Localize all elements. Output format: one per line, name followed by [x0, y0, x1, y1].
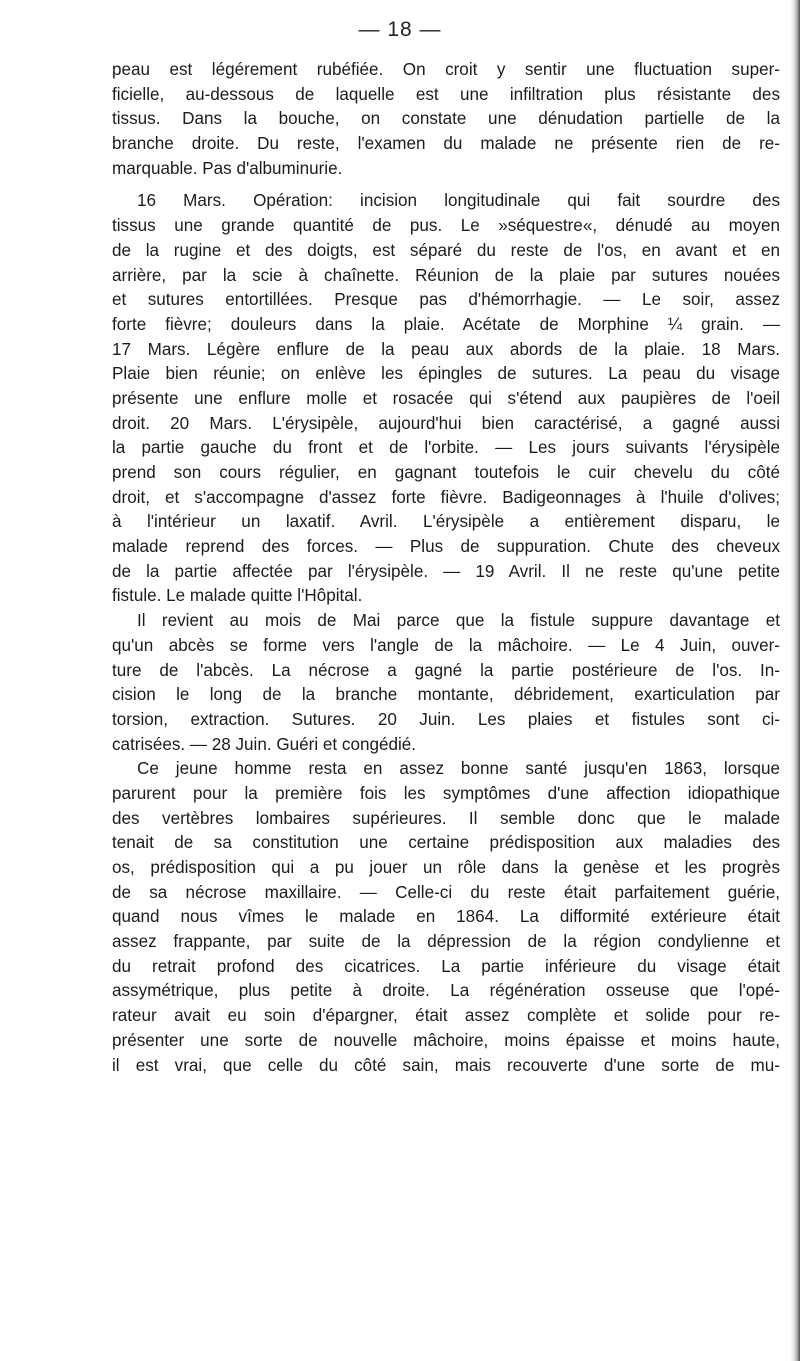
text-line: la partie gauche du front et de l'orbite. — Les jours suivants l'érysipèle: [112, 438, 780, 458]
text-line: et sutures entortillées. Presque pas d'hémorrhagie. — Le soir, assez: [112, 290, 780, 310]
text-line: tissus. Dans la bouche, on constate une dénudation partielle de la: [112, 109, 780, 129]
text-line: catrisées. — 28 Juin. Guéri et congédié.: [112, 734, 417, 754]
text-line: du retrait profond des cicatrices. La partie inférieure du visage était: [112, 956, 780, 976]
text-line: Ce jeune homme resta en assez bonne santé jusqu'en 1863, lorsque: [137, 759, 780, 779]
paragraph: [112, 609, 780, 757]
text-line: fistule. Le malade quitte l'Hôpital.: [112, 586, 363, 606]
text-line: ture de l'abcès. La nécrose a gagné la partie postérieure de l'os. In-: [112, 660, 780, 680]
text-line: il est vrai, que celle du côté sain, mais recouverte d'une sorte de mu-: [112, 1055, 780, 1075]
text-line: des vertèbres lombaires supérieures. Il semble donc que le malade: [112, 808, 780, 828]
text-line: ficielle, au-dessous de laquelle est une infiltration plus résistante des: [112, 84, 780, 104]
text-line: présenter une sorte de nouvelle mâchoire, moins épaisse et moins haute,: [112, 1030, 780, 1050]
text-line: présente une enflure molle et rosacée qui s'étend aux paupières de l'oeil: [112, 388, 780, 408]
text-line: parurent pour la première fois les symptômes d'une affection idiopathique: [112, 783, 780, 803]
text-line: Plaie bien réunie; on enlève les épingles de sutures. La peau du visage: [112, 364, 780, 384]
text-line: cision le long de la branche montante, débridement, exarticulation par: [112, 685, 780, 705]
text-line: 17 Mars. Légère enflure de la peau aux abords de la plaie. 18 Mars.: [112, 339, 780, 359]
text-line: tenait de sa constitution une certaine prédisposition aux maladies des: [112, 833, 780, 853]
text-line: malade reprend des forces. — Plus de suppuration. Chute des cheveux: [112, 537, 780, 557]
text-line: arrière, par la scie à chaînette. Réunion de la plaie par sutures nouées: [112, 265, 780, 285]
text-line: assez frappante, par suite de la dépression de la région condylienne et: [112, 932, 780, 952]
text-line: peau est légérement rubéfiée. On croit y sentir une fluctuation super-: [112, 60, 780, 79]
text-line: branche droite. Du reste, l'examen du malade ne présente rien de re-: [112, 134, 780, 154]
text-line: à l'intérieur un laxatif. Avril. L'érysipèle a entièrement disparu, le: [112, 512, 780, 532]
text-line: de la rugine et des doigts, est séparé du reste de l'os, en avant et en: [112, 240, 780, 260]
text-line: assymétrique, plus petite à droite. La régénération osseuse que l'opé-: [112, 981, 780, 1001]
text-line: qu'un abcès se forme vers l'angle de la mâchoire. — Le 4 Juin, ouver-: [112, 635, 780, 655]
text-line: os, prédisposition qui a pu jouer un rôle dans la genèse et les progrès: [112, 858, 780, 877]
body-text: [112, 58, 780, 1078]
text-line: droit. 20 Mars. L'érysipèle, aujourd'hui bien caractérisé, a gagné aussi: [112, 413, 780, 433]
paragraph: [112, 757, 780, 1078]
page-edge-shadow: [790, 0, 800, 1361]
text-line: quand nous vîmes le malade en 1864. La difformité extérieure était: [112, 907, 780, 927]
text-line: de la partie affectée par l'érysipèle. — 19 Avril. Il ne reste qu'une petite: [112, 561, 780, 581]
text-line: prend son cours régulier, en gagnant toutefois le cuir chevelu du côté: [112, 463, 780, 482]
paragraph: [112, 58, 780, 181]
text-line: 16 Mars. Opération: incision longitudinale qui fait sourdre des: [137, 191, 780, 211]
text-line: Il revient au mois de Mai parce que la fistule suppure davantage et: [137, 611, 780, 631]
page-number: — 18 —: [358, 18, 442, 41]
text-line: droit, et s'accompagne d'assez forte fièvre. Badigeonnages à l'huile d'olives;: [112, 487, 780, 507]
text-line: marquable. Pas d'albuminurie.: [112, 158, 343, 178]
text-line: torsion, extraction. Sutures. 20 Juin. Les plaies et fistules sont ci-: [112, 709, 780, 729]
paragraph: [112, 189, 780, 609]
text-line: de sa nécrose maxillaire. — Celle-ci du reste était parfaitement guérie,: [112, 882, 780, 902]
text-line: forte fièvre; douleurs dans la plaie. Acétate de Morphine ¼ grain. —: [112, 314, 780, 334]
text-line: tissus une grande quantité de pus. Le »séquestre«, dénudé au moyen: [112, 216, 780, 236]
text-line: rateur avait eu soin d'épargner, était assez complète et solide pour re-: [112, 1006, 780, 1026]
